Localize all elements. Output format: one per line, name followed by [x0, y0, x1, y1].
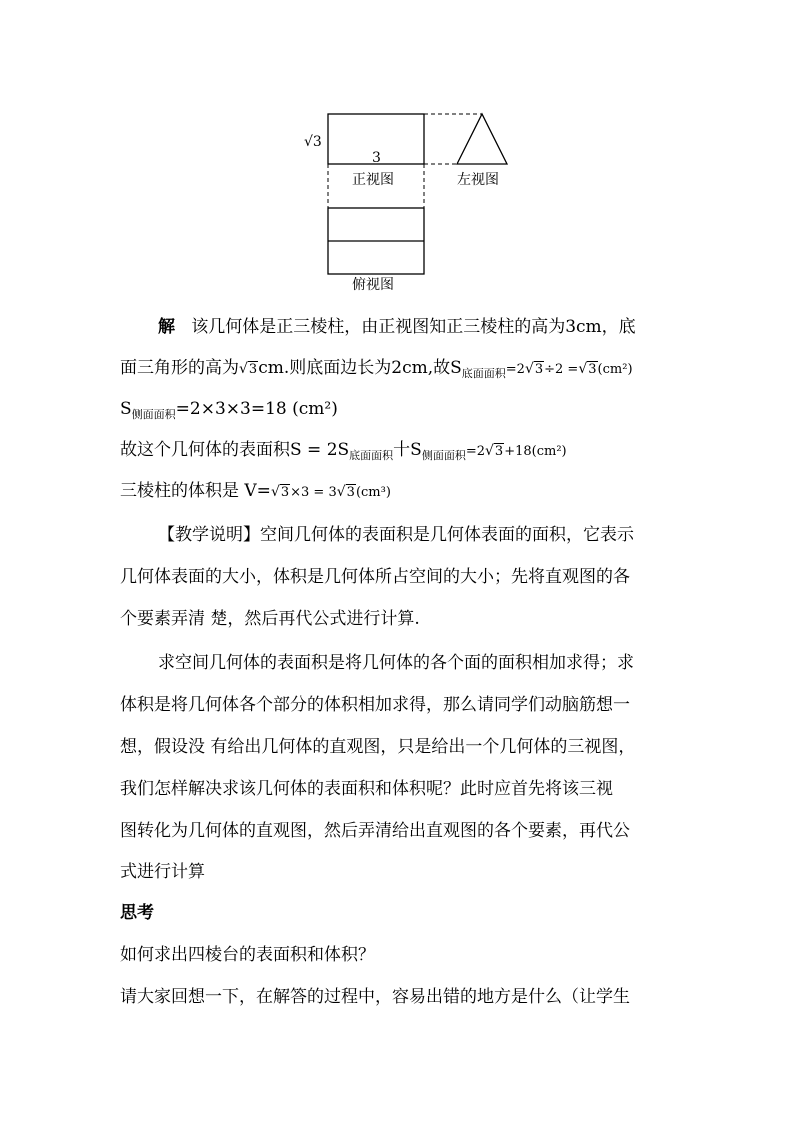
solution-line-3: $S_{侧面面积}=2\times 3\times 3=18$ (cm²): [120, 399, 338, 421]
paragraph-line-2: 体积是将几何体各个部分的体积相加求得，那么请同学们动脑筋想一: [120, 695, 630, 715]
teaching-note-line-3: 个要素弄清 楚，然后再代公式进行计算.: [120, 609, 420, 629]
sqrt3-label: √3: [304, 134, 322, 150]
paragraph-line-5: 图转化为几何体的直观图，然后弄清给出直观图的各个要素，再代公: [120, 821, 630, 841]
solution-line-1: 解 该几何体是正三棱柱，由正视图知正三棱柱的高为3cm，底: [158, 317, 636, 337]
paragraph-line-6: 式进行计算: [120, 862, 205, 882]
solution-line-2: 面三角形的高为√3cm.则底面边长为2cm,故$S_{底面面积}=2√3\div 2 =√3(cm^2)$: [120, 358, 633, 380]
paragraph-line-4: 我们怎样解决求该几何体的表面积和体积呢？此时应首先将该三视: [120, 779, 613, 799]
solution-line-4: 故这个几何体的表面积$S = 2S_{底面面积}$十$S_{侧面面积}=2√3+18(cm^2)$: [120, 440, 567, 462]
solution-line-5: 三棱柱的体积是 V=√3×3 = 3√3(cm³): [120, 481, 391, 501]
width-label: 3: [372, 150, 381, 166]
thinking-heading: 思考: [120, 903, 154, 923]
teaching-note-line-2: 几何体表面的大小，体积是几何体所占空间的大小；先将直观图的各: [120, 567, 630, 587]
top-view-caption: 俯视图: [352, 277, 394, 293]
thinking-line-1: 如何求出四棱台的表面积和体积？: [120, 945, 375, 965]
left-view-triangle: [457, 114, 507, 164]
paragraph-line-1: 求空间几何体的表面积是将几何体的各个面的面积相加求得；求: [158, 653, 634, 673]
sqrt-expression: √3: [239, 361, 258, 377]
solution-label: 解: [158, 317, 175, 337]
teaching-note-line-1: 【教学说明】空间几何体的表面积是几何体表面的面积，它表示: [158, 525, 634, 545]
thinking-line-2: 请大家回想一下，在解答的过程中，容易出错的地方是什么（让学生: [120, 987, 630, 1007]
paragraph-line-3: 想，假设没 有给出几何体的直观图，只是给出一个几何体的三视图，: [120, 737, 636, 757]
three-view-figure: [300, 105, 530, 295]
left-view-caption: 左视图: [457, 172, 499, 188]
front-view-caption: 正视图: [352, 172, 394, 188]
